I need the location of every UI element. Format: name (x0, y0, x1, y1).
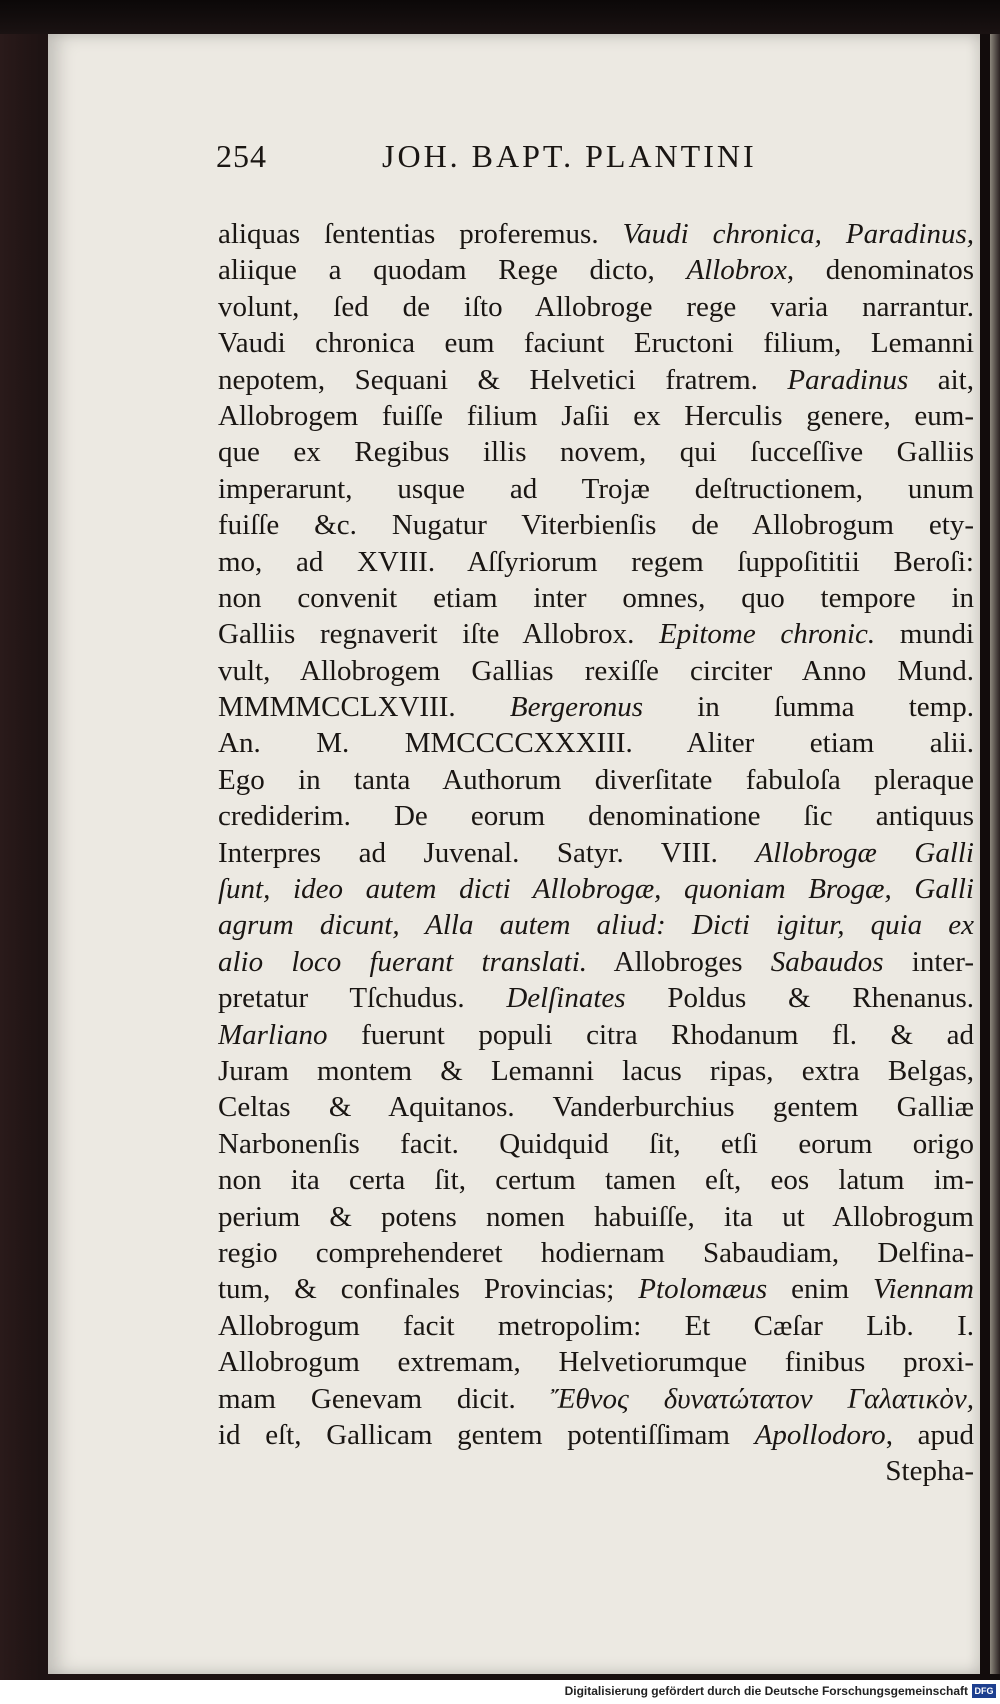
text-run: id eſt, Gallicam gentem potentiſſimam (218, 1418, 755, 1451)
text-line (218, 544, 974, 580)
text-line (218, 1453, 974, 1489)
text-run: vult, Allobrogem Gallias rexiſſe circiter Anno Mund. (218, 654, 974, 687)
text-line (218, 835, 974, 871)
body-text (218, 216, 974, 1490)
text-run: Allobroges (587, 945, 771, 978)
text-run: aliquas ſententias proferemus. (218, 218, 623, 250)
footer-credit: Digitalisierung gefördert durch die Deutsche Forschungsgemeinschaft (564, 1684, 968, 1698)
text-run: que ex Regibus illis novem, qui ſucceſſive Galliis (218, 436, 974, 469)
book-cover-top (0, 0, 1000, 34)
text-run: , denominatos (786, 254, 974, 287)
text-run: Interpres ad Juvenal. Satyr. VIII. (218, 836, 756, 869)
text-line (218, 289, 974, 325)
text-run: , apud (885, 1418, 974, 1451)
book-title: JOH. BAPT. PLANTINI (382, 138, 757, 174)
text-line (218, 1235, 974, 1271)
text-line (218, 1381, 974, 1417)
text-run: crediderim. De eorum denominatione ſic antiquus (218, 800, 974, 833)
text-line (218, 471, 974, 507)
text-run: Galliis regnaverit iſte Allobrox. (218, 618, 660, 651)
text-line (218, 689, 974, 725)
text-line (218, 1308, 974, 1344)
text-run: tum, & confinales Provincias; (218, 1273, 639, 1306)
italic-text: Viennam (873, 1273, 974, 1306)
running-head (216, 138, 836, 182)
italic-text: Bergeronus (509, 691, 644, 724)
text-run: pretatur Tſchudus. (218, 982, 507, 1015)
text-line (218, 980, 974, 1016)
text-run: Allobrogem fuiſſe filium Jaſii ex Herculis genere, eum- (218, 399, 974, 432)
text-run: Narbonenſis facit. Quidquid ſit, etſi eorum origo (218, 1127, 974, 1160)
text-run: Juram montem & Lemanni lacus ripas, extra Belgas, (218, 1054, 974, 1087)
text-line (218, 798, 974, 834)
text-run: non ita certa ſit, certum tamen eſt, eos latum im- (218, 1164, 974, 1197)
text-line (218, 725, 974, 761)
text-line (218, 907, 974, 943)
text-line (218, 325, 974, 361)
text-line (218, 762, 974, 798)
italic-text: alio loco fuerant translati. (218, 945, 588, 978)
dfg-logo: DFG (972, 1684, 996, 1698)
text-run: aliique a quodam Rege dicto, (218, 254, 687, 287)
text-run: Poldus & Rhenanus. (625, 982, 974, 1015)
italic-text: Allobrox (686, 254, 787, 287)
text-run: ait, (908, 363, 974, 396)
text-run: regio comprehenderet hodiernam Sabaudiam, Delfina- (218, 1236, 974, 1269)
italic-text: Paradinus (787, 363, 909, 396)
text-run: perium & potens nomen habuiſſe, ita ut Allobrogum (218, 1200, 974, 1233)
text-run: Celtas & Aquitanos. Vanderburchius gentem Galliæ (218, 1091, 974, 1124)
text-line (218, 944, 974, 980)
text-run: mo, ad XVIII. Aſſyriorum regem ſuppoſititii Beroſi: (218, 545, 974, 578)
text-line (218, 580, 974, 616)
text-line (218, 1162, 974, 1198)
text-run: inter- (883, 945, 974, 978)
page-edge (990, 34, 1000, 1674)
italic-text: ſunt, ideo autem dicti Allobrogæ, quoniam Brogæ, Galli (218, 873, 974, 906)
text-line (218, 1344, 974, 1380)
text-line (218, 1417, 974, 1453)
footer-bar (0, 1680, 1000, 1704)
text-line (218, 1053, 974, 1089)
text-line (218, 616, 974, 652)
text-run: mam Genevam dicit. (218, 1382, 551, 1415)
text-line (218, 871, 974, 907)
text-run: Allobrogum extremam, Helvetiorumque finibus proxi- (218, 1346, 974, 1379)
text-line (218, 1271, 974, 1307)
text-run: volunt, ſed de iſto Allobroge rege varia narrantur. (218, 290, 974, 323)
text-line (218, 653, 974, 689)
italic-text: Vaudi chronica, Paradinus, (622, 218, 974, 250)
italic-text: Allobrogæ Galli (755, 836, 974, 869)
text-line (218, 507, 974, 543)
text-line (218, 398, 974, 434)
text-run: Stepha- (885, 1455, 974, 1488)
text-line (218, 362, 974, 398)
text-line (218, 252, 974, 288)
italic-text: Apollodoro (754, 1418, 886, 1451)
italic-text: Ἔθνος δυνατώτατον Γαλατικὸν, (550, 1382, 974, 1415)
text-line (218, 1126, 974, 1162)
text-run: Vaudi chronica eum faciunt Eructoni filium, Lemanni (218, 327, 974, 360)
italic-text: agrum dicunt, Alla autem aliud: Dicti igitur, quia ex (218, 909, 974, 942)
text-run: fuiſſe &c. Nugatur Viterbienſis de Allobrogum ety- (218, 509, 974, 542)
text-run: An. M. MMCCCCXXXIII. Aliter etiam alii. (218, 727, 974, 760)
italic-text: Ptolomæus (638, 1273, 768, 1306)
italic-text: Epitome chronic. (659, 618, 876, 651)
italic-text: Sabaudos (770, 945, 884, 978)
text-line (218, 434, 974, 470)
text-line (218, 1089, 974, 1125)
text-line (218, 216, 974, 252)
text-run: non convenit etiam inter omnes, quo tempore in (218, 581, 974, 614)
italic-text: Delſinates (506, 982, 626, 1015)
text-run: enim (767, 1273, 874, 1306)
text-run: Allobrogum facit metropolim: Et Cæſar Lib. I. (218, 1309, 974, 1342)
italic-text: Marliano (218, 1018, 328, 1051)
text-run: Ego in tanta Authorum diverſitate fabuloſa pleraque (218, 763, 974, 796)
text-run: nepotem, Sequani & Helvetici fratrem. (218, 363, 788, 396)
text-line (218, 1199, 974, 1235)
text-line (218, 1017, 974, 1053)
text-run: in ſumma temp. (643, 691, 974, 724)
text-run: mundi (875, 618, 974, 651)
text-run: fuerunt populi citra Rhodanum fl. & ad (327, 1018, 974, 1051)
text-run: MMMMCCLXVIII. (218, 691, 510, 724)
page-number: 254 (216, 138, 267, 174)
text-run: imperarunt, usque ad Trojæ deſtructionem, unum (218, 472, 974, 505)
